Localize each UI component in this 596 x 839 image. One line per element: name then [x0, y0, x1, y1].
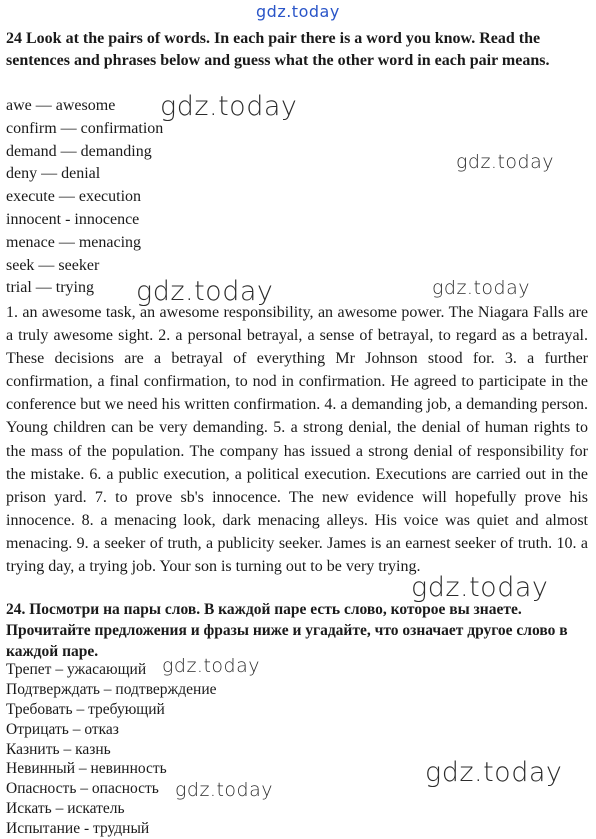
exercise-text-en: 1. an awesome task, an awesome responsibility, an awesome power. The Niagara Falls are a truly awesome sight. 2. a personal betrayal, a sense of betrayal, to regard as a betrayal. These decisions are a betrayal of everything Mr Johnson stood for. 3. a further confirmation, a final confirmation, to nod in confirmation. He agreed to participate in the conference but we need his written confirmation. 4. a demanding job, a demanding person. Young children can be very demanding. 5. a strong denial, the denial of human rights to the mass of the population. The company has issued a strong denial of responsibility for the mistake. 6. a public execution, a political execution. Executions are carried out in the prison yard. 7. to prove sb's innocence. The new evidence will hopefully prove his innocence. 8. a menacing look, dark menacing alleys. His voice was quiet and almost menacing. 9. a seeker of truth, a publicity seeker. James is an earnest seeker of truth. 10. a trying day, a trying job. Your son is turning out to be very trying.: [6, 304, 588, 576]
word-pair-ru: Невинный – невинность: [6, 760, 167, 778]
word-pair-ru: Искать – искатель: [6, 800, 125, 818]
watermark: gdz.today: [425, 757, 563, 788]
word-pair: menace — menacing: [6, 233, 142, 251]
watermark: gdz.today: [175, 779, 273, 801]
watermark: gdz.today: [432, 277, 530, 299]
word-pair-ru: Подтверждать – подтверждение: [6, 680, 217, 698]
word-pair-ru: Требовать – требующий: [6, 700, 165, 718]
watermark-top: gdz.today: [256, 2, 340, 21]
word-pair: seek — seeker: [6, 256, 100, 274]
word-pair: confirm — confirmation: [6, 119, 164, 137]
watermark: gdz.today: [411, 572, 549, 603]
watermark: gdz.today: [136, 276, 274, 307]
word-pair-ru: Отрицать – отказ: [6, 720, 119, 738]
word-pair-ru: Казнить – казнь: [6, 740, 111, 758]
word-pair-ru: Трепет – ужасающий: [6, 661, 147, 678]
word-pair: deny — denial: [6, 165, 101, 183]
exercise-heading-en: 24 Look at the pairs of words. In each pair there is a word you know. Read the sentences and phrases below and guess what the other word in each pair means.: [6, 30, 550, 69]
word-pair: execute — execution: [6, 188, 142, 206]
watermark: gdz.today: [456, 151, 554, 173]
word-pair: trial — trying: [6, 279, 94, 297]
watermark: gdz.today: [160, 91, 298, 122]
word-pair: innocent - innocence: [6, 210, 140, 228]
word-pair-ru: Испытание - трудный: [6, 820, 150, 838]
word-pair-ru: Опасность – опасность: [6, 780, 159, 798]
word-pair: awe — awesome: [6, 97, 116, 114]
word-pair: demand — demanding: [6, 142, 152, 160]
word-pairs-ru: [6, 660, 217, 839]
exercise-heading-ru: 24. Посмотри на пары слов. В каждой паре есть слово, которое вы знаете. Прочитайте предложения и фразы ниже и угадайте, что означает другое слово в каждой паре.: [6, 601, 568, 660]
word-pairs-en: [6, 95, 163, 300]
watermark: gdz.today: [162, 655, 260, 677]
